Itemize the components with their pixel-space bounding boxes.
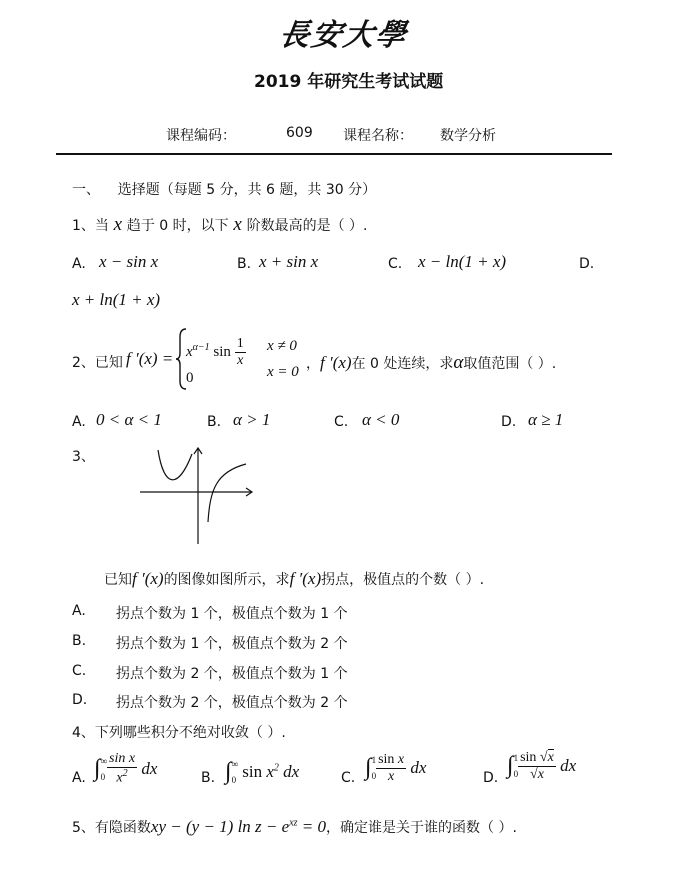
q4-option-b-expr: ∫∞ 0 $\sin x^2$ dx [225,758,300,786]
question-4-stem: 4、下列哪些积分不绝对收敛（ ）. [72,725,286,741]
page-title: 2019 年研究生考试试题 [254,72,444,92]
course-name-label: 课程名称： [343,128,413,144]
q2-case1-expr: $x^{\alpha-1}$ sin $\frac{1}{x}$ [186,336,244,368]
q4-option-a-letter: A. [72,770,86,786]
q3-option-b-letter: B. [72,633,87,649]
q1-option-a-expr: x − sin x [99,252,159,271]
q1-option-d-expr: x + ln(1 + x) [72,290,161,309]
q4-option-b-letter: B. [201,770,216,786]
curve-right-branch [208,464,246,522]
q3-option-a-text: 拐点个数为 1 个，极值点个数为 1 个 [116,606,348,622]
q2-case1-cond: x ≠ 0 [267,338,297,354]
q2-option-c-letter: C. [334,414,349,430]
q2-option-a-expr: 0 < α < 1 [96,410,162,429]
university-logo: 長安大學 [277,18,410,53]
q1-option-b-expr: x + sin x [259,252,319,271]
q1-option-a-letter: A. [72,256,86,272]
question-3-number: 3、 [72,449,95,465]
curve-left-branch [158,450,192,480]
q3-option-c-text: 拐点个数为 2 个，极值点个数为 1 个 [116,666,348,682]
q2-option-d-expr: α ≥ 1 [528,410,564,429]
q2-option-b-expr: α > 1 [233,410,271,429]
q1-option-b-letter: B. [237,256,252,272]
q4-option-c-expr: ∫1 0 $\frac{\text{sin x}}{x}$ dx [365,751,427,784]
question-1-stem: 1、当 x 趋于 0 时，以下 x 阶数最高的是（ ）. [72,214,368,235]
q3-option-c-letter: C. [72,663,87,679]
header-divider [56,153,612,155]
q2-case2-expr: 0 [186,370,194,386]
q2-option-b-letter: B. [207,414,222,430]
course-code-label: 课程编码： [166,128,236,144]
question-5-stem: 5、有隐函数xy − (y − 1) $\ln z - e^{xz} = 0$，确定谁是关于谁的函数（ ）. [72,817,517,836]
q3-derivative-graph [136,446,256,546]
q3-option-b-text: 拐点个数为 1 个，极值点个数为 2 个 [116,636,348,652]
section-heading: 一、 选择题（每题 5 分，共 6 题，共 30 分） [72,182,377,198]
q1-option-d-letter: D. [579,256,595,272]
q2-function-label: f ′(x) = [126,349,174,368]
q4-option-a-expr: ∫∞ 0 $\frac{\text{sin x}}{x^2}$ dx [94,751,158,786]
q2-option-d-letter: D. [501,414,517,430]
q4-option-d-expr: ∫1 0 $\frac{\sin √x}{√x}$ dx [507,749,577,782]
q2-case2-cond: x = 0 [267,364,299,380]
question-2-pre: 2、已知 [72,355,123,371]
q4-option-c-letter: C. [341,770,356,786]
question-3-stem: 已知f ′(x)的图像如图所示，求f ′(x)拐点，极值点的个数（ ）. [104,569,485,588]
q2-stem-post: ，f ′(x)在 0 处连续，求α取值范围（ ）. [306,352,557,373]
q1-option-c-expr: x − ln(1 + x) [418,252,507,271]
course-name: 数学分析 [440,128,496,144]
q3-option-d-text: 拐点个数为 2 个，极值点个数为 2 个 [116,695,348,711]
q4-option-d-letter: D. [483,770,499,786]
q1-option-c-letter: C. [388,256,403,272]
q3-option-a-letter: A. [72,603,86,619]
course-code: 609 [286,125,313,141]
q3-option-d-letter: D. [72,692,88,708]
q2-option-a-letter: A. [72,414,86,430]
q2-option-c-expr: α < 0 [362,410,400,429]
